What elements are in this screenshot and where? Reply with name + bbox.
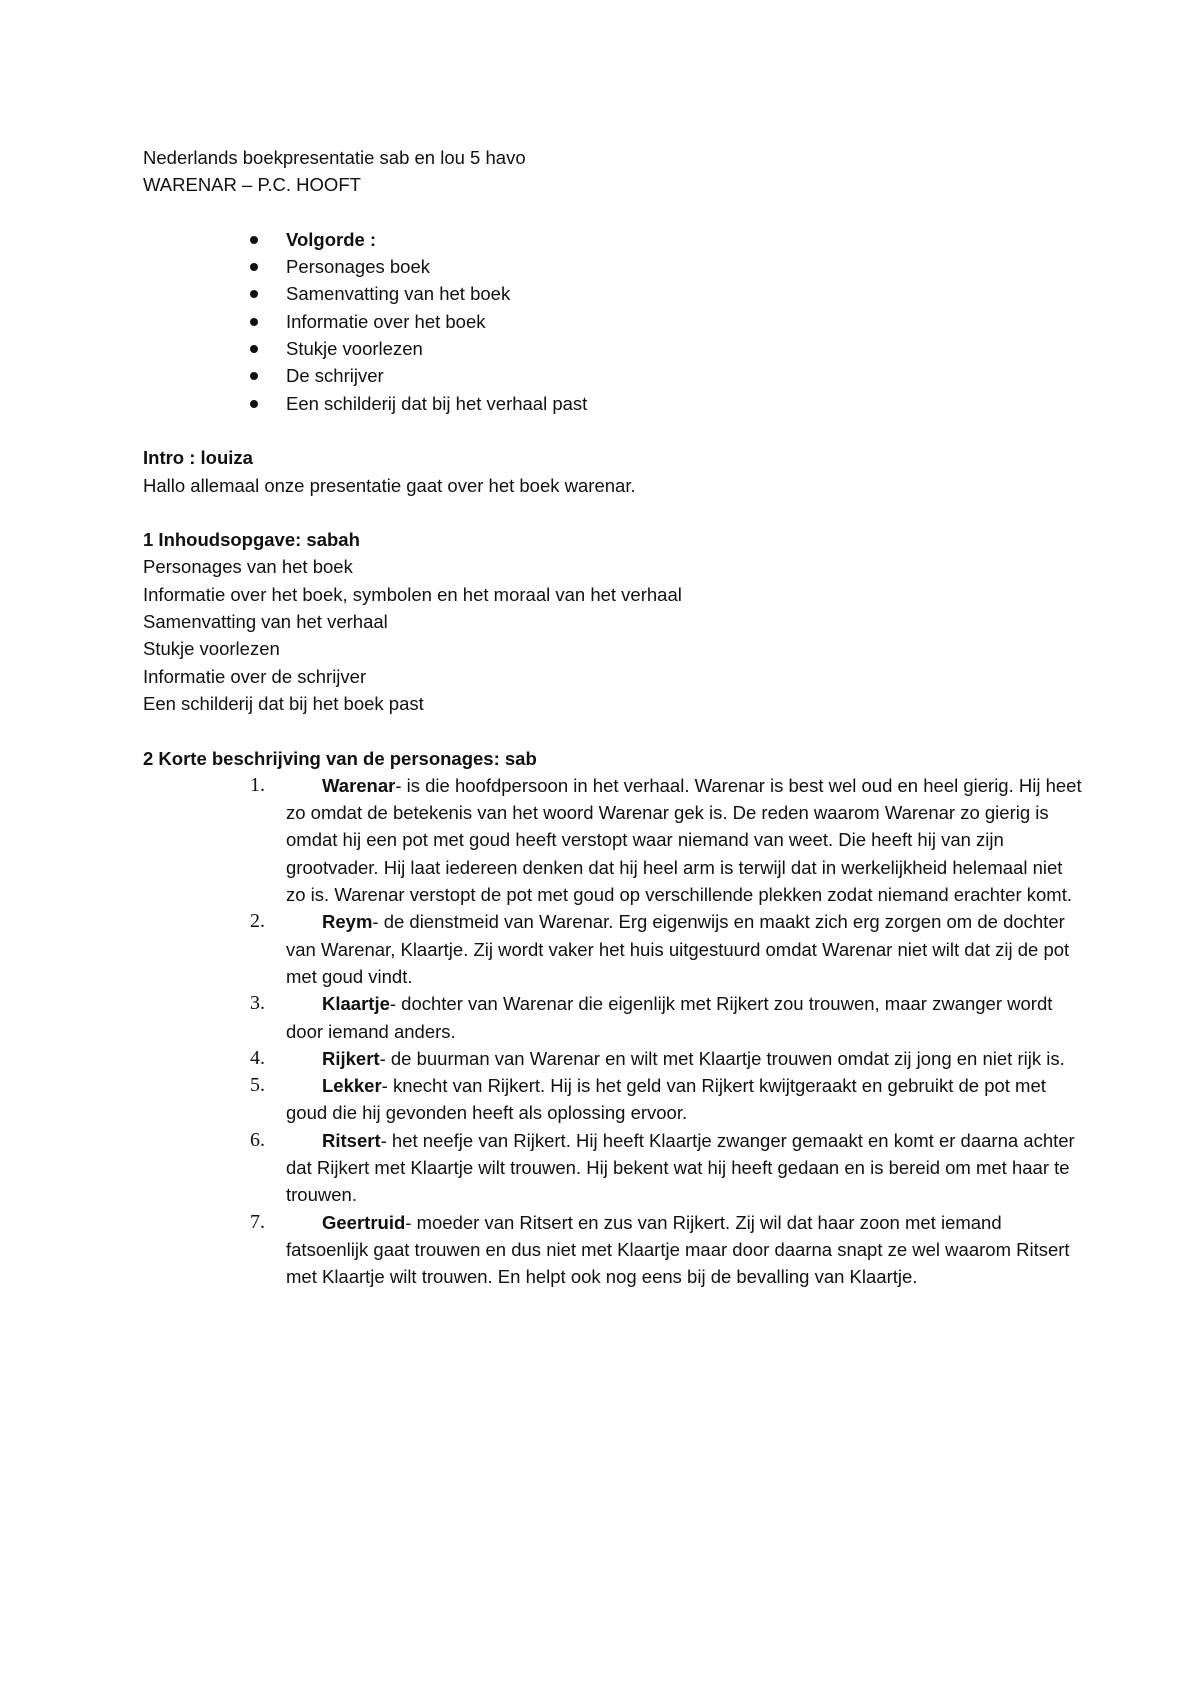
character-name: Geertruid	[322, 1211, 406, 1233]
section1-line: Samenvatting van het verhaal	[143, 611, 388, 633]
spacer	[143, 199, 1073, 226]
character-description: - het neefje van Rijkert. Hij heeft Klaartje zwanger gemaakt en komt er daarna achter dat Rijkert met Klaartje wilt trouwen. Hij bekent wat hij heeft gedaan en is bereid om met haar te trouwen.	[286, 1129, 1075, 1206]
character-name: Warenar	[322, 774, 396, 796]
document-subtitle: WARENAR – P.C. HOOFT	[143, 174, 361, 196]
character-item: 1. Warenar- is die hoofdpersoon in het verhaal. Warenar is best wel oud en heel gierig. Hij heet zo omdat de betekenis van het woord Warenar gek is. De reden waarom Warenar zo gierig is omdat hij een pot met goud heeft verstopt waar niemand van weet. Die heeft hij van zijn grootvader. Hij laat iedereen denken dat hij heel arm is terwijl dat in werkelijkheid helemaal niet zo is. Warenar verstopt de pot met goud op verschillende plekken zodat niemand erachter komt.	[250, 773, 1082, 906]
order-list-item: Samenvatting van het boek	[286, 280, 1073, 307]
bullet-icon	[250, 400, 258, 408]
character-name: Lekker	[322, 1075, 382, 1097]
character-name: Ritsert	[322, 1129, 381, 1151]
order-list-item: Personages boek	[286, 253, 1073, 280]
document-body	[143, 144, 1082, 1290]
section1-line: Informatie over de schrijver	[143, 665, 367, 687]
order-list-item: Informatie over het boek	[286, 308, 1073, 335]
section2-heading: 2 Korte beschrijving van de personages: sab	[143, 747, 537, 769]
bullet-icon	[250, 236, 258, 244]
section1-line: Stukje voorlezen	[143, 638, 280, 660]
order-list	[143, 226, 1073, 417]
section1-line: Een schilderij dat bij het boek past	[143, 692, 424, 714]
order-list-item: Stukje voorlezen	[286, 335, 1073, 362]
spacer	[143, 717, 1073, 744]
order-list-item: De schrijver	[286, 362, 1073, 389]
character-item: 7. Geertruid- moeder van Ritsert en zus van Rijkert. Zij wil dat haar zoon met iemand fatsoenlijk gaat trouwen en dus niet met Klaartje maar door daarna snapt ze wel waarom Ritsert met Klaartje wilt trouwen. En helpt ook nog eens bij de bevalling van Klaartje.	[250, 1210, 1070, 1288]
character-item: 6. Ritsert- het neefje van Rijkert. Hij heeft Klaartje zwanger gemaakt en komt er daarna achter dat Rijkert met Klaartje wilt trouwen. Hij bekent wat hij heeft gedaan en is bereid om met haar te trouwen.	[250, 1128, 1075, 1206]
character-description: - dochter van Warenar die eigenlijk met Rijkert zou trouwen, maar zwanger wordt door iemand anders.	[286, 993, 1053, 1042]
spacer	[143, 499, 1073, 526]
character-item: 5. Lekker- knecht van Rijkert. Hij is het geld van Rijkert kwijtgeraakt en gebruikt de pot met goud die hij gevonden heeft als oplossing ervoor.	[250, 1074, 1046, 1124]
character-description: - de dienstmeid van Warenar. Erg eigenwijs en maakt zich erg zorgen om de dochter van Warenar, Klaartje. Zij wordt vaker het huis uitgestuurd omdat Warenar niet wilt dat zij de pot met goud vindt.	[286, 911, 1070, 987]
character-description: - is die hoofdpersoon in het verhaal. Warenar is best wel oud en heel gierig. Hij heet zo omdat de betekenis van het woord Warenar gek is. De reden waarom Warenar zo gierig is omdat hij een pot met goud heeft verstopt waar niemand van weet. Die heeft hij van zijn grootvader. Hij laat iedereen denken dat hij heel arm is terwijl dat in werkelijkheid helemaal niet zo is. Warenar verstopt de pot met goud op verschillende plekken zodat niemand erachter komt.	[286, 774, 1082, 906]
intro-text: Hallo allemaal onze presentatie gaat over het boek warenar.	[143, 474, 636, 496]
bullet-icon	[250, 372, 258, 380]
character-name: Klaartje	[322, 993, 390, 1015]
order-list-item: Volgorde :	[286, 226, 1073, 253]
character-name: Rijkert	[322, 1047, 380, 1069]
bullet-icon	[250, 345, 258, 353]
section1-heading: 1 Inhoudsopgave: sabah	[143, 529, 360, 551]
character-item: 3. Klaartje- dochter van Warenar die eigenlijk met Rijkert zou trouwen, maar zwanger wordt door iemand anders.	[250, 992, 1053, 1042]
bullet-icon	[250, 318, 258, 326]
section1-line: Personages van het boek	[143, 556, 353, 578]
character-description: - moeder van Ritsert en zus van Rijkert. Zij wil dat haar zoon met iemand fatsoenlijk gaat trouwen en dus niet met Klaartje maar door daarna snapt ze wel waarom Ritsert met Klaartje wilt trouwen. En helpt ook nog eens bij de bevalling van Klaartje.	[286, 1211, 1070, 1288]
document-title: Nederlands boekpresentatie sab en lou 5 havo	[143, 147, 526, 168]
character-list	[143, 772, 1086, 1291]
character-name: Reym	[322, 911, 373, 933]
spacer	[143, 417, 1073, 444]
character-item: 2. Reym- de dienstmeid van Warenar. Erg eigenwijs en maakt zich erg zorgen om de dochter van Warenar, Klaartje. Zij wordt vaker het huis uitgestuurd omdat Warenar niet wilt dat zij de pot met goud vindt.	[250, 910, 1070, 987]
character-description: - knecht van Rijkert. Hij is het geld van Rijkert kwijtgeraakt en gebruikt de pot met goud die hij gevonden heeft als oplossing ervoor.	[286, 1075, 1046, 1124]
section1-line: Informatie over het boek, symbolen en het moraal van het verhaal	[143, 583, 682, 605]
character-item: 4. Rijkert- de buurman van Warenar en wilt met Klaartje trouwen omdat zij jong en niet rijk is.	[250, 1046, 1065, 1069]
bullet-icon	[250, 263, 258, 271]
order-list-item: Een schilderij dat bij het verhaal past	[286, 390, 1073, 417]
intro-heading: Intro : louiza	[143, 447, 253, 469]
bullet-icon	[250, 290, 258, 298]
character-description: - de buurman van Warenar en wilt met Klaartje trouwen omdat zij jong en niet rijk is.	[379, 1047, 1065, 1069]
